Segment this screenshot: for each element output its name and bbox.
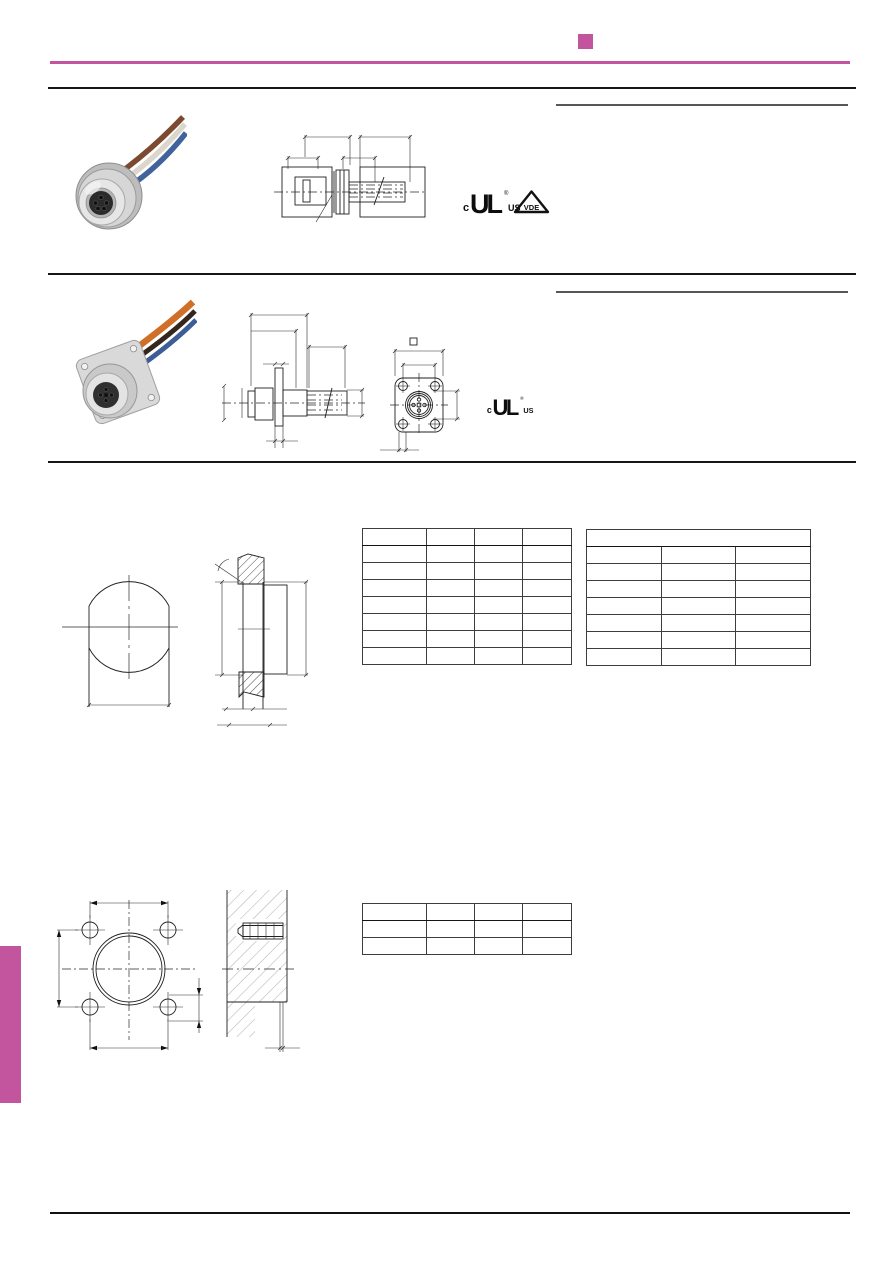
table-header-cell [427, 529, 475, 546]
table-cell [427, 921, 475, 938]
table-cell [523, 921, 572, 938]
table-cell [587, 581, 662, 598]
wire-white [124, 124, 185, 180]
flange-mounting-drawing-section [222, 886, 327, 1058]
table-cell [363, 631, 427, 648]
table-cell [661, 547, 736, 564]
table-cell [587, 547, 662, 564]
table-cell [661, 632, 736, 649]
connector-body [76, 163, 142, 229]
header-accent-square [578, 34, 593, 49]
table-cell [587, 598, 662, 615]
table-header-cell [475, 529, 523, 546]
table-cell [661, 598, 736, 615]
product-photo-m12-round-receptacle [55, 112, 187, 238]
dimension-lines [222, 313, 364, 448]
mounting-table [362, 903, 572, 955]
culus-c: c [486, 405, 492, 416]
wire-centerlines [307, 395, 342, 410]
registered-mark: ® [520, 397, 524, 403]
table-cell [736, 649, 811, 666]
technical-drawing-side-view-flange [222, 310, 367, 458]
table-cell [363, 563, 427, 580]
table-cell [736, 564, 811, 581]
table-cell [427, 631, 475, 648]
table-cell [363, 648, 427, 665]
table-cell [427, 648, 475, 665]
table-cell [736, 581, 811, 598]
connector-void [255, 1002, 287, 1037]
section-divider-1 [48, 87, 856, 89]
table-cell [427, 597, 475, 614]
section-divider-2 [48, 273, 856, 275]
culus-logo-2 [486, 392, 538, 418]
panel-hatch-top [238, 554, 264, 584]
section-1-note-rule [556, 104, 848, 106]
registered-mark: ® [504, 191, 509, 197]
wire-centerlines [349, 185, 403, 197]
culus-us: US [508, 203, 521, 213]
table-header-cell [427, 904, 475, 921]
table-cell [587, 564, 662, 581]
table-cell [587, 615, 662, 632]
dimension-lines [215, 580, 308, 727]
table-cell [523, 631, 572, 648]
mounting-hole-drawing-section [208, 548, 318, 733]
body-outline [248, 368, 347, 426]
table-cell [661, 615, 736, 632]
table-cell [363, 597, 427, 614]
table-cell [427, 546, 475, 563]
section-2-note-rule [556, 291, 848, 293]
dimension-lines [87, 703, 171, 707]
table-cell [427, 563, 475, 580]
table-cell [736, 615, 811, 632]
table-cell [475, 580, 523, 597]
table-cell [475, 597, 523, 614]
table-cell [661, 581, 736, 598]
table-cell [427, 938, 475, 955]
table-cell [736, 598, 811, 615]
square-symbol [410, 338, 417, 345]
chamfer-angle [215, 559, 240, 581]
table-cell [363, 921, 427, 938]
section-divider-3 [48, 461, 856, 463]
technical-drawing-front-view-flange [372, 335, 464, 457]
table-cell [523, 546, 572, 563]
flange-mounting-drawing-front [48, 888, 213, 1073]
table-cell [523, 648, 572, 665]
parts-table-right [586, 529, 811, 666]
table-cell [523, 614, 572, 631]
side-index-tab [0, 946, 21, 1103]
table-cell [363, 546, 427, 563]
connector-body [83, 364, 137, 418]
table-cell [475, 921, 523, 938]
mounting-hole-drawing-front [58, 563, 183, 718]
table-cell [427, 614, 475, 631]
vde-logo [513, 189, 550, 215]
table-cell [587, 632, 662, 649]
table-cell [661, 564, 736, 581]
dimension-lines [57, 901, 203, 1050]
table-header-cell [523, 529, 572, 546]
table-cell [363, 938, 427, 955]
culus-monogram: UL [470, 189, 500, 216]
table-cell [475, 546, 523, 563]
table-header-cell [523, 904, 572, 921]
technical-drawing-side-view-round [270, 125, 430, 225]
culus-c: c [463, 202, 470, 214]
table-cell [523, 938, 572, 955]
vde-label: VDE [523, 203, 540, 212]
product-photo-m12-flange-receptacle [60, 298, 197, 440]
table-cell [736, 547, 811, 564]
page-bottom-rule [50, 1212, 850, 1214]
table-cell [475, 614, 523, 631]
table-cell [475, 938, 523, 955]
table-cell [587, 649, 662, 666]
table-cell [475, 563, 523, 580]
table-cell [475, 631, 523, 648]
table-cell [523, 580, 572, 597]
table-cell [363, 580, 427, 597]
table-cell [523, 563, 572, 580]
header-accent-rule [50, 61, 850, 64]
table-cell [736, 632, 811, 649]
table-header-cell [363, 529, 427, 546]
culus-us: US [523, 406, 534, 416]
table-cell [475, 648, 523, 665]
table-header-cell [475, 904, 523, 921]
table-cell [427, 580, 475, 597]
table-header-cell [587, 530, 811, 547]
parts-table-left [362, 528, 572, 665]
culus-monogram: UL [492, 394, 517, 418]
table-cell [661, 649, 736, 666]
table-header-cell [363, 904, 427, 921]
table-cell [363, 614, 427, 631]
table-cell [523, 597, 572, 614]
